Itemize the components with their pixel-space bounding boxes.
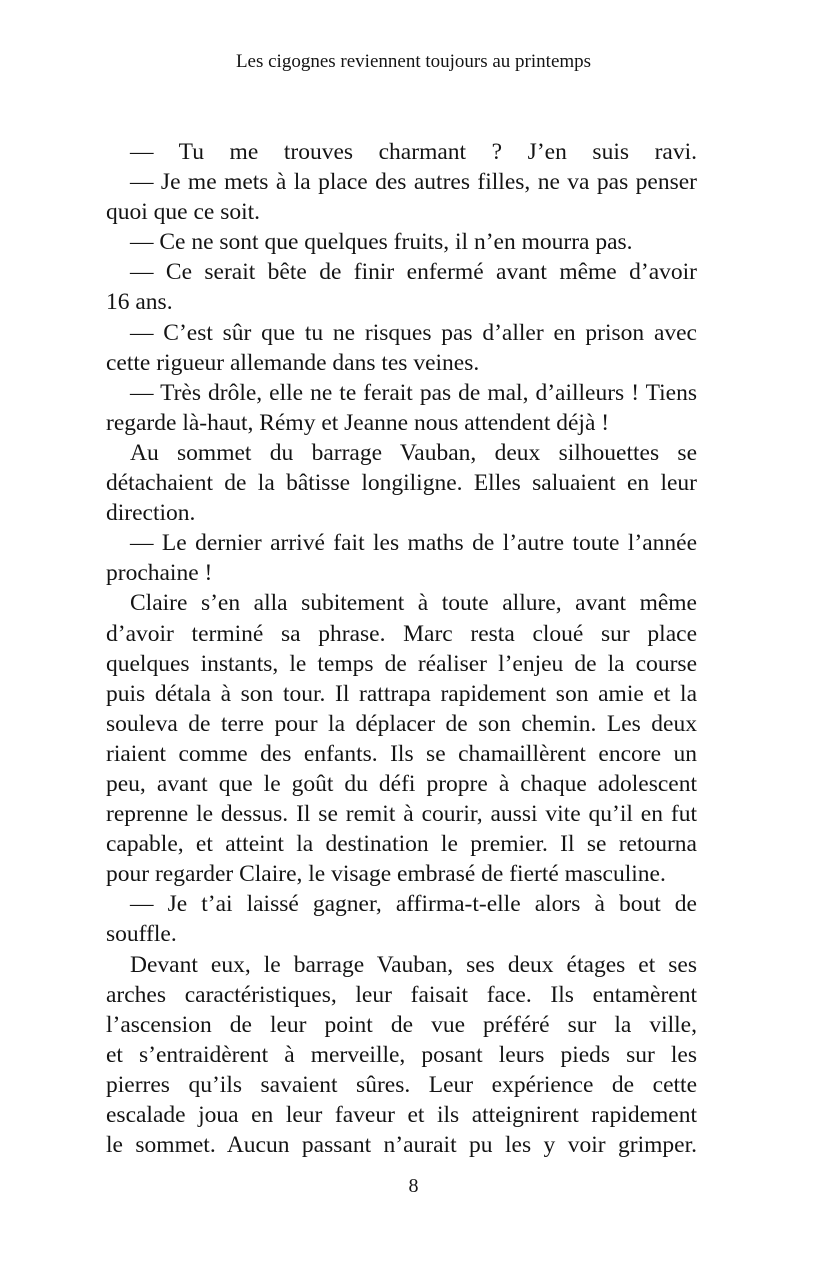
body-line: pierres qu’ils savaient sûres. Leur expérience de cette [106,1071,697,1098]
body-line: le sommet. Aucun passant n’aurait pu les y voir grimper. [106,1132,697,1159]
body-line: pour regarder Claire, le visage embrasé de fierté masculine. [106,861,666,888]
body-line: Devant eux, le barrage Vauban, ses deux étages et ses [130,951,697,978]
body-line: capable, et atteint la destination le premier. Il se retourna [106,831,697,858]
body-line: 16 ans. [106,289,173,316]
body-line: cette rigueur allemande dans tes veines. [106,349,480,376]
body-line: reprenne le dessus. Il se remit à courir, aussi vite qu’il en fut [106,801,697,828]
body-line: regarde là-haut, Rémy et Jeanne nous attendent déjà ! [106,409,610,436]
body-line: — Ce ne sont que quelques fruits, il n’en mourra pas. [130,229,633,256]
body-line: arches caractéristiques, leur faisait face. Ils entamèrent [106,981,697,1008]
body-line: souffle. [106,921,177,948]
body-line: peu, avant que le goût du défi propre à chaque adolescent [106,770,697,797]
body-line: et s’entraidèrent à merveille, posant leurs pieds sur les [106,1041,697,1068]
body-line: quelques instants, le temps de réaliser l’enjeu de la course [106,650,697,677]
body-line: détachaient de la bâtisse longiligne. Elles saluaient en leur [106,470,697,497]
running-header: Les cigognes reviennent toujours au printemps [235,51,592,72]
body-line: Au sommet du barrage Vauban, deux silhouettes se [130,439,697,466]
body-line: — Très drôle, elle ne te ferait pas de mal, d’ailleurs ! Tiens [130,379,697,406]
body-line: — Je t’ai laissé gagner, affirma-t-elle alors à bout de [130,891,697,918]
page-body [106,137,697,1160]
body-line: puis détala à son tour. Il rattrapa rapidement son amie et la [106,680,697,707]
body-line: souleva de terre pour la déplacer de son chemin. Les deux [106,710,697,737]
body-line: prochaine ! [106,560,213,587]
body-line: Claire s’en alla subitement à toute allure, avant même [130,590,697,617]
body-line: — C’est sûr que tu ne risques pas d’aller en prison avec [130,319,697,346]
body-line: — Je me mets à la place des autres filles, ne va pas penser [130,169,697,196]
body-line: — Ce serait bête de finir enfermé avant même d’avoir [130,259,697,286]
body-line: escalade joua en leur faveur et ils atteignirent rapidement [106,1102,697,1128]
body-line: — Tu me trouves charmant ? J’en suis ravi. [130,139,697,165]
body-line: direction. [106,500,196,527]
body-line: — Le dernier arrivé fait les maths de l’autre toute l’année [130,530,697,557]
body-line: riaient comme des enfants. Ils se chamaillèrent encore un [106,740,697,767]
body-line: quoi que ce soit. [106,199,261,226]
body-line: d’avoir terminé sa phrase. Marc resta cloué sur place [106,620,697,647]
page-number: 8 [408,1175,419,1197]
body-line: l’ascension de leur point de vue préféré sur la ville, [106,1011,697,1038]
